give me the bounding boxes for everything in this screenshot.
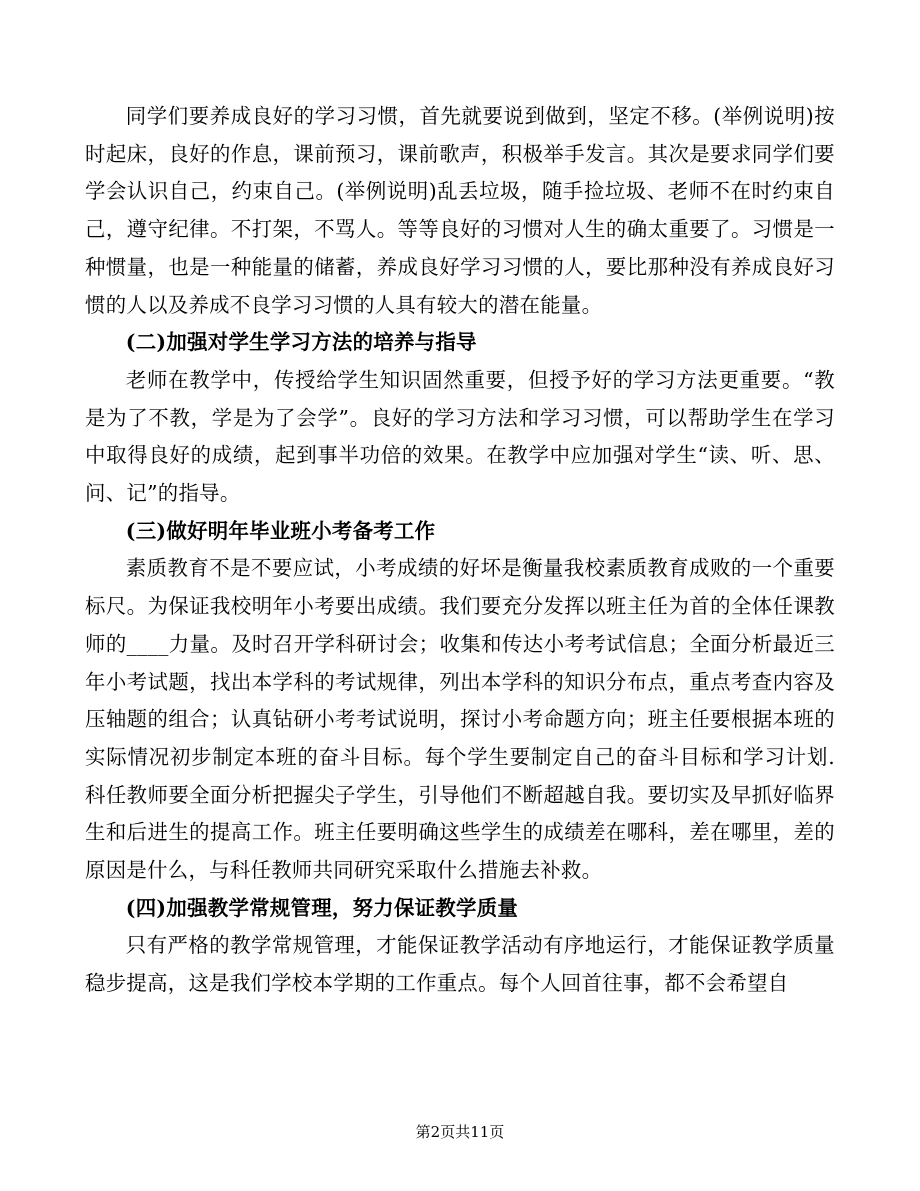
paragraph-methods: 老师在教学中，传授给学生知识固然重要，但授予好的学习方法更重要。“教是为了不教，学是为了会学”。良好的学习方法和学习习惯，可以帮助学生在学习中取得良好的成绩，起到事半功倍的效果。在教学中应加强对学生“读、听、思、问、记”的指导。 — [85, 367, 835, 506]
section-heading-4: (四)加强教学常规管理，努力保证教学质量 — [125, 895, 519, 920]
section-heading-3: (三)做好明年毕业班小考备考工作 — [125, 518, 436, 543]
paragraph-habits: 同学们要养成良好的学习习惯，首先就要说到做到，坚定不移。(举例说明)按时起床，良好的作息，课前预习，课前歌声，积极举手发言。其次是要求同学们要学会认识自己，约束自己。(举例说明)乱丢垃圾，随手捡垃圾、老师不在时约束自己，遵守纪律。不打架，不骂人。等等良好的习惯对人生的确太重要了。习惯是一种惯量，也是一种能量的储蓄，养成良好学习习惯的人，要比那种没有养成良好习惯的人以及养成不良学习习惯的人具有较大的潜在能量。 — [85, 104, 835, 317]
page-number-footer: 第2页共11页 — [415, 1123, 505, 1141]
document-body — [85, 98, 835, 1003]
paragraph-exam-prep: 素质教育不是不要应试，小考成绩的好坏是衡量我校素质教育成败的一个重要标尺。为保证我校明年小考要出成绩。我们要充分发挥以班主任为首的全体任课教师的____力量。及时召开学科研讨会；收集和传达小考考试信息；全面分析最近三年小考试题，找出本学科的考试规律，列出本学科的知识分布点，重点考查内容及压轴题的组合；认真钻研小考考试说明，探讨小考命题方向；班主任要根据本班的实际情况初步制定本班的奋斗目标。每个学生要制定自己的奋斗目标和学习计划.科任教师要全面分析把握尖子学生，引导他们不断超越自我。要切实及早抓好临界生和后进生的提高工作。班主任要明确这些学生的成绩差在哪科，差在哪里，差的原因是什么，与科任教师共同研究采取什么措施去补救。 — [85, 556, 835, 883]
section-heading-2: (二)加强对学生学习方法的培养与指导 — [125, 330, 477, 355]
paragraph-teaching-management: 只有严格的教学常规管理，才能保证教学活动有序地运行，才能保证教学质量稳步提高，这是我们学校本学期的工作重点。每个人回首往事，都不会希望自 — [85, 933, 835, 996]
